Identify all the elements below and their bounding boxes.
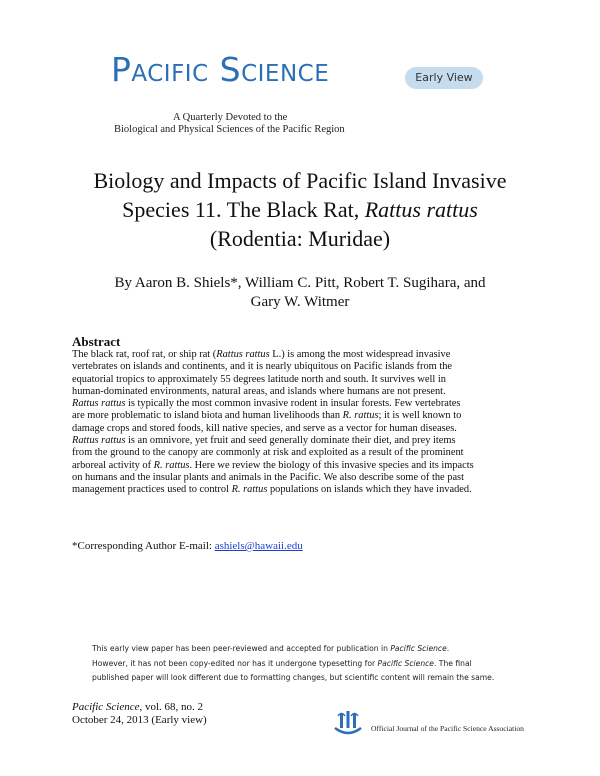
author-list xyxy=(40,274,560,312)
early-view-badge: Early View xyxy=(405,67,483,89)
authors-line-2: Gary W. Witmer xyxy=(250,294,350,310)
abstract-line: Rattus rattus is an omnivore, yet fruit and seed generally dominate their diet, and prey items xyxy=(72,435,456,447)
abstract-line: damage crops and stored foods, kill native species, and serve as a vector for human diseases. xyxy=(72,422,457,434)
corresponding-author xyxy=(72,540,303,552)
journal-name: Pacific Science xyxy=(111,50,330,89)
abstract-heading: Abstract xyxy=(72,334,121,349)
title-line-2: Species 11. The Black Rat, Rattus rattus xyxy=(122,197,478,222)
association-logo-icon xyxy=(332,708,364,740)
abstract-line: human-dominated environments, natural areas, and islands where humans are not present. xyxy=(72,385,446,397)
notice-line-1: This early view paper has been peer-reviewed and accepted for publication in Pacific Science. xyxy=(92,644,450,653)
authors-line-1: By Aaron B. Shiels*, William C. Pitt, Robert T. Sugihara, and xyxy=(114,275,486,291)
abstract-body xyxy=(72,349,542,497)
notice-line-2: However, it has not been copy-edited nor has it undergone typesetting for Pacific Science. The final xyxy=(92,658,472,668)
article-title xyxy=(40,166,560,253)
volume-info: Pacific Science, vol. 68, no. 2 xyxy=(72,701,204,713)
footer-journal-name: Pacific Science xyxy=(72,701,140,713)
official-journal-line: Official Journal of the Pacific Science Association xyxy=(371,724,524,733)
title-line-3: (Rodentia: Muridae) xyxy=(209,226,391,251)
abstract-line: equatorial tropics to approximately 55 degrees latitude north and south. It survives well in xyxy=(72,373,446,385)
abstract-line: on humans and the insular plants and animals in the Pacific. We also describe some of the past xyxy=(72,471,464,483)
publication-date: October 24, 2013 (Early view) xyxy=(72,714,207,726)
notice-line-3: published paper will look different due to formatting changes, but scientific content will remain the same. xyxy=(92,673,495,682)
abstract-line: The black rat, roof rat, or ship rat (Rattus rattus L.) is among the most widespread invasive xyxy=(72,349,451,360)
journal-masthead xyxy=(111,50,329,89)
abstract-line: vertebrates on islands and continents, and it is nearly ubiquitous on Pacific islands from the xyxy=(72,361,453,373)
abstract-line: Rattus rattus is typically the most common invasive rodent in insular forests. Few vertebrates xyxy=(72,398,461,410)
title-line-1: Biology and Impacts of Pacific Island Invasive xyxy=(93,168,507,193)
abstract-line: from the ground to the canopy are commonly at risk and exploited as a result of the prominent xyxy=(72,447,464,459)
tagline-line-2: Biological and Physical Sciences of the Pacific Region xyxy=(114,124,345,135)
corresponding-label: *Corresponding Author E-mail: xyxy=(72,540,215,552)
abstract-line: arboreal activity of R. rattus. Here we review the biology of this invasive species and its impacts xyxy=(72,459,474,471)
tagline-line-1: A Quarterly Devoted to the xyxy=(173,112,288,123)
abstract-line: are more problematic to island biota and human livelihoods than R. rattus; it is well known to xyxy=(72,410,462,422)
title-species-name: Rattus rattus xyxy=(364,197,478,222)
early-view-notice xyxy=(92,642,494,686)
abstract-line: management practices used to control R. rattus populations on islands which they have invaded. xyxy=(72,484,472,496)
author-email-link[interactable]: ashiels@hawaii.edu xyxy=(214,540,303,552)
